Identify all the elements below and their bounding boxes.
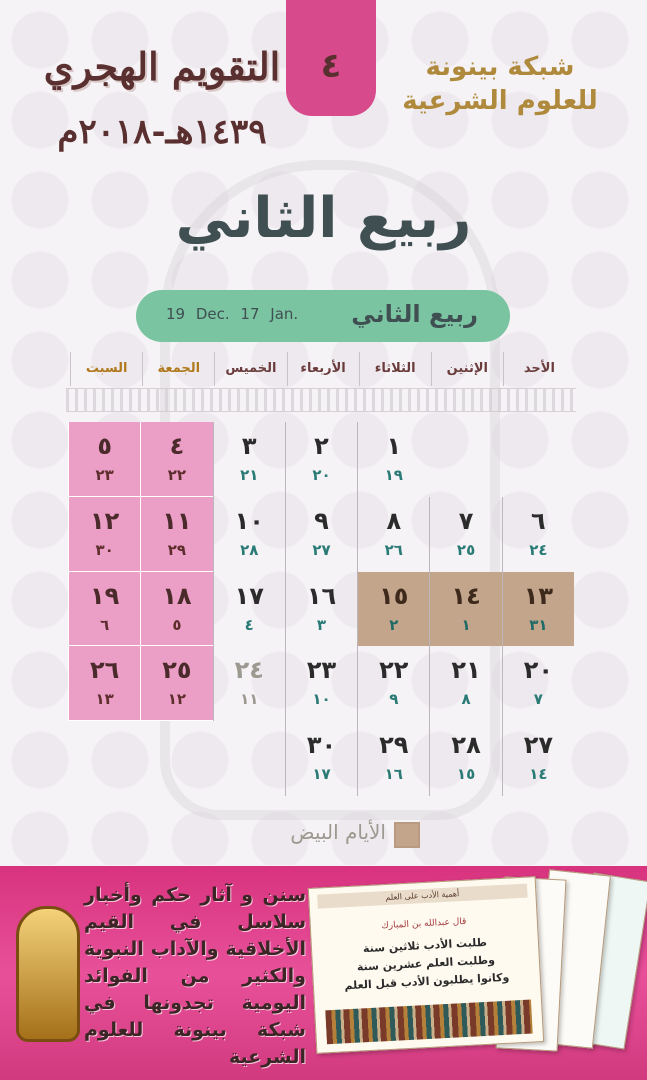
gregorian-range: 19 Dec. 17 Jan. (166, 305, 299, 323)
gregorian-day: ٧ (533, 690, 543, 709)
promo-text: سنن و آثار حكم وأخبار سلاسل في القيم الأخلاقية والآداب النبوية والكثير من الفوائد اليومية تجدونها في شبكة بينونة للعلوم الشرعية (84, 884, 306, 1068)
hijri-day: ٨ (386, 506, 402, 535)
gregorian-day: ٢٣ (95, 466, 114, 484)
doc-quote-title: قال عبدالله بن المبارك (381, 916, 467, 932)
hijri-day: ١٢ (90, 506, 120, 535)
month-number-tab (286, 0, 376, 116)
network-logo-icon (16, 906, 80, 1042)
gregorian-day: ٢٨ (240, 540, 259, 559)
calendar-day-cell (429, 497, 501, 572)
calendar-empty-cell (429, 422, 501, 497)
hijri-day: ١٩ (90, 581, 120, 610)
calendar-grid (68, 422, 574, 796)
hijri-day: ٩ (314, 506, 329, 535)
network-name-line2: للعلوم الشرعية (402, 86, 598, 116)
hijri-day: ٦ (531, 506, 546, 535)
gregorian-day: ١٧ (312, 765, 331, 784)
calendar-day-cell (140, 646, 212, 721)
calendar-title: التقويم الهجري (43, 44, 281, 89)
gregorian-day: ٦ (100, 615, 110, 634)
gregorian-day: ٣١ (529, 615, 548, 634)
weekday-tuesday: الثلاثاء (359, 352, 431, 386)
calendar-day-cell (502, 497, 574, 572)
doc-header: أهمية الأدب على العلم (317, 884, 527, 909)
gregorian-day: ٢٢ (167, 466, 187, 484)
calendar-day-cell (502, 721, 574, 796)
gregorian-day: ٢١ (240, 466, 259, 484)
calendar-day-cell (357, 646, 429, 721)
hijri-day: ٢٥ (162, 656, 192, 685)
weekday-friday: الجمعة (142, 352, 214, 386)
hijri-day: ٢٨ (451, 731, 481, 760)
gregorian-day: ١٠ (312, 690, 331, 709)
calendar-day-cell (357, 572, 429, 647)
gregorian-day: ٢ (389, 615, 399, 634)
weekday-header (70, 352, 575, 386)
gregorian-day: ٢٧ (312, 540, 331, 559)
calendar-day-cell (285, 422, 357, 497)
hijri-day: ٢٢ (379, 656, 409, 685)
calendar-empty-cell (140, 721, 212, 796)
calendar-day-cell (285, 497, 357, 572)
month-number: ٤ (320, 46, 342, 86)
weekday-wednesday: الأربعاء (287, 352, 359, 386)
calendar-day-cell (285, 646, 357, 721)
hijri-day: ١٥ (379, 581, 409, 610)
calendar-empty-cell (213, 721, 285, 796)
calendar-empty-cell (502, 422, 574, 497)
hijri-day: ١٨ (162, 581, 192, 610)
white-days-legend (230, 818, 420, 848)
hijri-day: ١٠ (234, 506, 264, 535)
calendar-day-cell (213, 422, 285, 497)
hijri-day: ٥ (97, 432, 112, 460)
weekday-monday: الإثنين (431, 352, 503, 386)
calendar-day-cell (213, 572, 285, 647)
calendar-day-cell (429, 646, 501, 721)
hijri-day: ٢ (314, 432, 329, 460)
hijri-day: ٢٠ (523, 656, 553, 685)
gregorian-day: ١ (461, 615, 471, 634)
gregorian-day: ٢٥ (456, 540, 476, 559)
hijri-day: ٢٧ (523, 731, 553, 760)
weekday-saturday: السبت (70, 352, 142, 386)
hijri-day: ٢٦ (90, 656, 120, 685)
gregorian-day: ١١ (240, 690, 259, 709)
gregorian-day: ٣ (316, 615, 327, 634)
month-title: ربيع الثاني (175, 186, 472, 251)
network-name-line1: شبكة بينونة (425, 52, 575, 82)
doc-card-front (308, 876, 544, 1054)
hijri-day: ٤ (169, 432, 185, 460)
calendar-day-cell (357, 721, 429, 796)
gregorian-day: ٥ (172, 615, 182, 634)
gregorian-day: ٨ (461, 690, 471, 709)
hijri-day: ١٤ (451, 581, 481, 610)
calendar-day-cell (429, 721, 501, 796)
year-label: ١٤٣٩هـ-٢٠١٨م (57, 112, 267, 152)
calendar-day-cell (213, 497, 285, 572)
network-name (380, 50, 620, 118)
white-days-swatch (394, 822, 420, 848)
gregorian-day: ٢٦ (384, 540, 403, 559)
gregorian-day: ١٦ (384, 765, 403, 784)
gregorian-day: ٢٩ (167, 540, 187, 559)
doc-quote-line1: طلبت الأدب ثلاثين سنة (362, 935, 488, 956)
calendar-day-cell (140, 497, 212, 572)
hijri-day: ٧ (458, 506, 474, 535)
calendar-day-cell (68, 497, 140, 572)
gregorian-day: ١٣ (95, 690, 114, 709)
calendar-day-cell (68, 422, 140, 497)
hijri-day: ٢١ (451, 656, 481, 685)
hijri-day: ٢٣ (306, 656, 337, 685)
gregorian-day: ١٥ (456, 765, 476, 784)
calendar-day-cell (140, 422, 212, 497)
gregorian-day: ٢٠ (312, 466, 331, 484)
month-banner (136, 290, 510, 342)
calendar-day-cell (502, 646, 574, 721)
hijri-day: ٣ (241, 432, 257, 460)
white-days-label: الأيام البيض (290, 820, 386, 844)
calendar-day-cell (213, 646, 285, 721)
gregorian-day: ٣٠ (95, 540, 114, 559)
calendar-empty-cell (68, 721, 140, 796)
doc-quote (320, 932, 533, 997)
calendar-day-cell (285, 721, 357, 796)
doc-quote-line2: وطلبت العلم عشرين سنة (356, 953, 496, 974)
doc-quote-line3: وكانوا يطلبون الأدب قبل العلم (344, 970, 510, 993)
ornament-divider (66, 388, 576, 412)
banner-month-label: ربيع الثاني (351, 300, 478, 328)
hijri-day: ١٣ (523, 581, 553, 610)
books-illustration (325, 1000, 532, 1045)
hijri-day: ١ (386, 432, 402, 460)
hijri-day: ٣٠ (306, 731, 337, 760)
gregorian-day: ٩ (389, 690, 399, 709)
gregorian-day: ١٢ (167, 690, 187, 709)
gregorian-day: ١٤ (529, 765, 548, 784)
calendar-day-cell (502, 572, 574, 647)
hijri-day: ١٧ (234, 581, 264, 610)
calendar-day-cell (140, 572, 212, 647)
calendar-day-cell (429, 572, 501, 647)
gregorian-day: ٢٤ (529, 540, 548, 559)
hijri-day: ٢٤ (234, 656, 264, 685)
calendar-day-cell (357, 422, 429, 497)
weekday-thursday: الخميس (214, 352, 286, 386)
calendar-day-cell (68, 646, 140, 721)
calendar-day-cell (285, 572, 357, 647)
hijri-day: ١٦ (306, 581, 337, 610)
gregorian-day: ٤ (244, 615, 254, 634)
hijri-day: ١١ (162, 506, 192, 535)
weekday-sunday: الأحد (503, 352, 575, 386)
calendar-day-cell (68, 572, 140, 647)
calendar-day-cell (357, 497, 429, 572)
hijri-day: ٢٩ (379, 731, 409, 760)
gregorian-day: ١٩ (384, 466, 403, 484)
